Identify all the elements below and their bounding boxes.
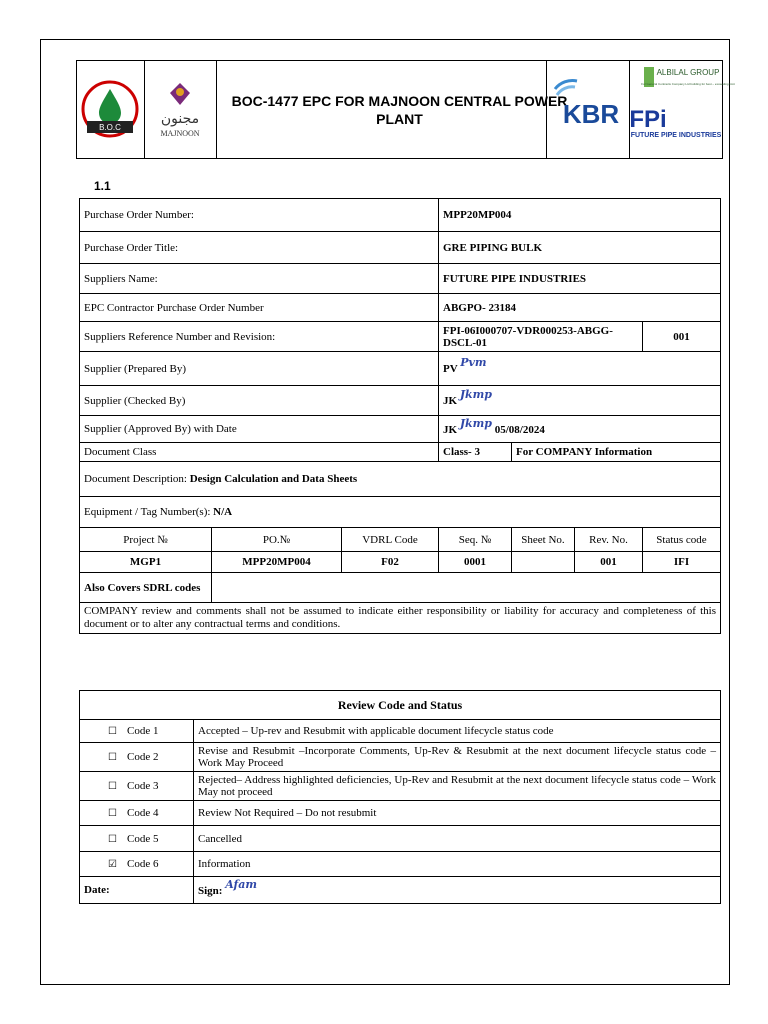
code-description: Cancelled: [194, 826, 721, 852]
ref-value: MGP1: [80, 552, 212, 573]
document-info-table: [79, 198, 721, 634]
review-code: [80, 826, 194, 852]
document-page: [40, 39, 735, 985]
table-row: [80, 603, 721, 634]
majnoon-logo-cell: [145, 61, 217, 158]
initials: JK: [443, 423, 458, 436]
table-row: [80, 264, 721, 294]
ref-value: 0001: [439, 552, 512, 573]
majnoon-logo: [145, 61, 215, 158]
table-row: [80, 232, 721, 264]
checkbox-icon[interactable]: ☐: [108, 833, 117, 845]
review-title-row: [80, 691, 721, 720]
ref-value: MPP20MP004: [212, 552, 342, 573]
revision-value: 001: [643, 322, 721, 352]
field-label: Supplier (Approved By) with Date: [80, 416, 439, 443]
ref-header: PO.№: [212, 528, 342, 552]
review-row: [80, 772, 721, 801]
code-description: Review Not Required – Do not resubmit: [194, 801, 721, 826]
review-row: [80, 852, 721, 877]
field-label: EPC Contractor Purchase Order Number: [80, 294, 439, 322]
field-label: Document Class: [80, 443, 439, 462]
review-code: [80, 720, 194, 743]
fpi-albilal-logo-cell: [629, 61, 735, 158]
code-label: Code 1: [127, 725, 159, 737]
ref-header-row: [80, 528, 721, 552]
field-value: [439, 416, 721, 443]
review-row: [80, 720, 721, 743]
code-label: Code 2: [127, 751, 159, 763]
table-row: [80, 462, 721, 497]
svg-text:For General Contracts Company: For General Contracts Company Ltd building for best – exceeding limit: [641, 82, 735, 86]
boc-logo-cell: [77, 61, 145, 158]
review-code: [80, 743, 194, 772]
table-row: [80, 352, 721, 386]
sign-label: Sign:: [198, 884, 223, 897]
ref-value: 001: [575, 552, 643, 573]
initials: PV: [443, 363, 458, 375]
table-row: [80, 416, 721, 443]
svg-text:MAJNOON: MAJNOON: [160, 129, 200, 138]
review-code: [80, 852, 194, 877]
review-sign-row: [80, 877, 721, 904]
equipment-tag: [80, 497, 721, 528]
field-label: Purchase Order Number:: [80, 199, 439, 232]
code-description: Accepted – Up-rev and Resubmit with applicable document lifecycle status code: [194, 720, 721, 743]
table-row: [80, 322, 721, 352]
field-value: GRE PIPING BULK: [439, 232, 721, 264]
table-row: [80, 573, 721, 603]
boc-logo: [77, 61, 143, 158]
field-label: Suppliers Name:: [80, 264, 439, 294]
section-number: 1.1: [94, 179, 111, 193]
svg-text:FPi: FPi: [629, 106, 667, 133]
ref-value: IFI: [643, 552, 721, 573]
ref-value-row: [80, 552, 721, 573]
field-value: FPI-06I000707-VDR000253-ABGG-DSCL-01: [439, 322, 643, 352]
kbr-logo: [547, 61, 629, 158]
field-value: N/A: [213, 506, 233, 518]
field-label: Equipment / Tag Number(s):: [84, 506, 211, 518]
field-value: Design Calculation and Data Sheets: [189, 473, 358, 485]
table-row: [80, 497, 721, 528]
code-label: Code 5: [127, 832, 159, 845]
table-row: [80, 386, 721, 416]
field-label: Suppliers Reference Number and Revision:: [80, 322, 439, 352]
kbr-logo-cell: [546, 61, 630, 158]
field-value: [439, 352, 721, 386]
svg-text:مجنون: مجنون: [160, 111, 200, 127]
field-label: Document Description:: [84, 473, 187, 485]
fpi-albilal-logo: [629, 61, 735, 158]
disclaimer: COMPANY review and comments shall not be assumed to indicate either responsibility or liability for accuracy and completeness of this document or to alter any contractual terms and conditions.: [80, 603, 721, 634]
review-row: [80, 826, 721, 852]
ref-header: Sheet No.: [512, 528, 575, 552]
review-code-table: [79, 690, 721, 904]
code-description: Revise and Resubmit –Incorporate Comments, Up-Rev & Resubmit at the next document lifecycle status code – Work May Proceed: [194, 743, 721, 772]
field-label: Supplier (Checked By): [80, 386, 439, 416]
field-value: ABGPO- 23184: [439, 294, 721, 322]
code-label: Code 4: [127, 807, 159, 819]
ref-header: Status code: [643, 528, 721, 552]
ref-value: F02: [342, 552, 439, 573]
field-value: Class- 3: [439, 443, 512, 462]
field-label: Supplier (Prepared By): [80, 352, 439, 386]
table-row: [80, 294, 721, 322]
code-description: Rejected– Address highlighted deficiencies, Up-Rev and Resubmit at the next document lifecycle status code – Work May not proceed: [194, 772, 721, 801]
checkbox-icon[interactable]: ☐: [108, 752, 117, 763]
document-header: [76, 60, 735, 159]
checkbox-icon[interactable]: ☐: [108, 726, 117, 737]
signature: Jkmp: [459, 388, 492, 401]
code-label: Code 3: [127, 780, 159, 792]
review-code: [80, 772, 194, 801]
svg-text:FUTURE PIPE INDUSTRIES: FUTURE PIPE INDUSTRIES: [630, 132, 722, 139]
field-label: Purchase Order Title:: [80, 232, 439, 264]
sign-cell: [194, 877, 721, 904]
table-row: [80, 443, 721, 462]
review-row: [80, 801, 721, 826]
checkbox-icon[interactable]: ☐: [108, 781, 117, 792]
initials: JK: [443, 395, 458, 407]
also-covers-value: [212, 573, 721, 603]
reviewer-signature: Afam: [225, 877, 258, 891]
also-covers-label: Also Covers SDRL codes: [80, 573, 212, 603]
review-row: [80, 743, 721, 772]
code-description: Information: [194, 852, 721, 877]
doc-description: [80, 462, 721, 497]
field-value: MPP20MP004: [439, 199, 721, 232]
ref-value: [512, 552, 575, 573]
svg-text:KBR: KBR: [562, 99, 620, 129]
checkbox-icon[interactable]: ☑: [108, 859, 117, 870]
approval-date: 05/08/2024: [494, 423, 545, 436]
field-value: FUTURE PIPE INDUSTRIES: [439, 264, 721, 294]
field-value: [439, 386, 721, 416]
ref-header: VDRL Code: [342, 528, 439, 552]
signature: Pvm: [460, 356, 487, 369]
review-title: Review Code and Status: [80, 691, 721, 720]
signature: Jkmp: [459, 416, 492, 430]
checkbox-icon[interactable]: ☐: [108, 808, 117, 819]
document-title: BOC-1477 EPC FOR MAJNOON CENTRAL POWER PLANT: [231, 92, 568, 127]
ref-header: Project №: [80, 528, 212, 552]
svg-text:ALBILAL GROUP: ALBILAL GROUP: [656, 68, 720, 77]
date-label: Date:: [80, 877, 194, 904]
ref-header: Seq. №: [439, 528, 512, 552]
document-class-extra: For COMPANY Information: [512, 443, 721, 462]
review-code: [80, 801, 194, 826]
ref-header: Rev. No.: [575, 528, 643, 552]
code-label: Code 6: [127, 858, 159, 870]
table-row: [80, 199, 721, 232]
svg-text:B.O.C: B.O.C: [99, 123, 121, 132]
